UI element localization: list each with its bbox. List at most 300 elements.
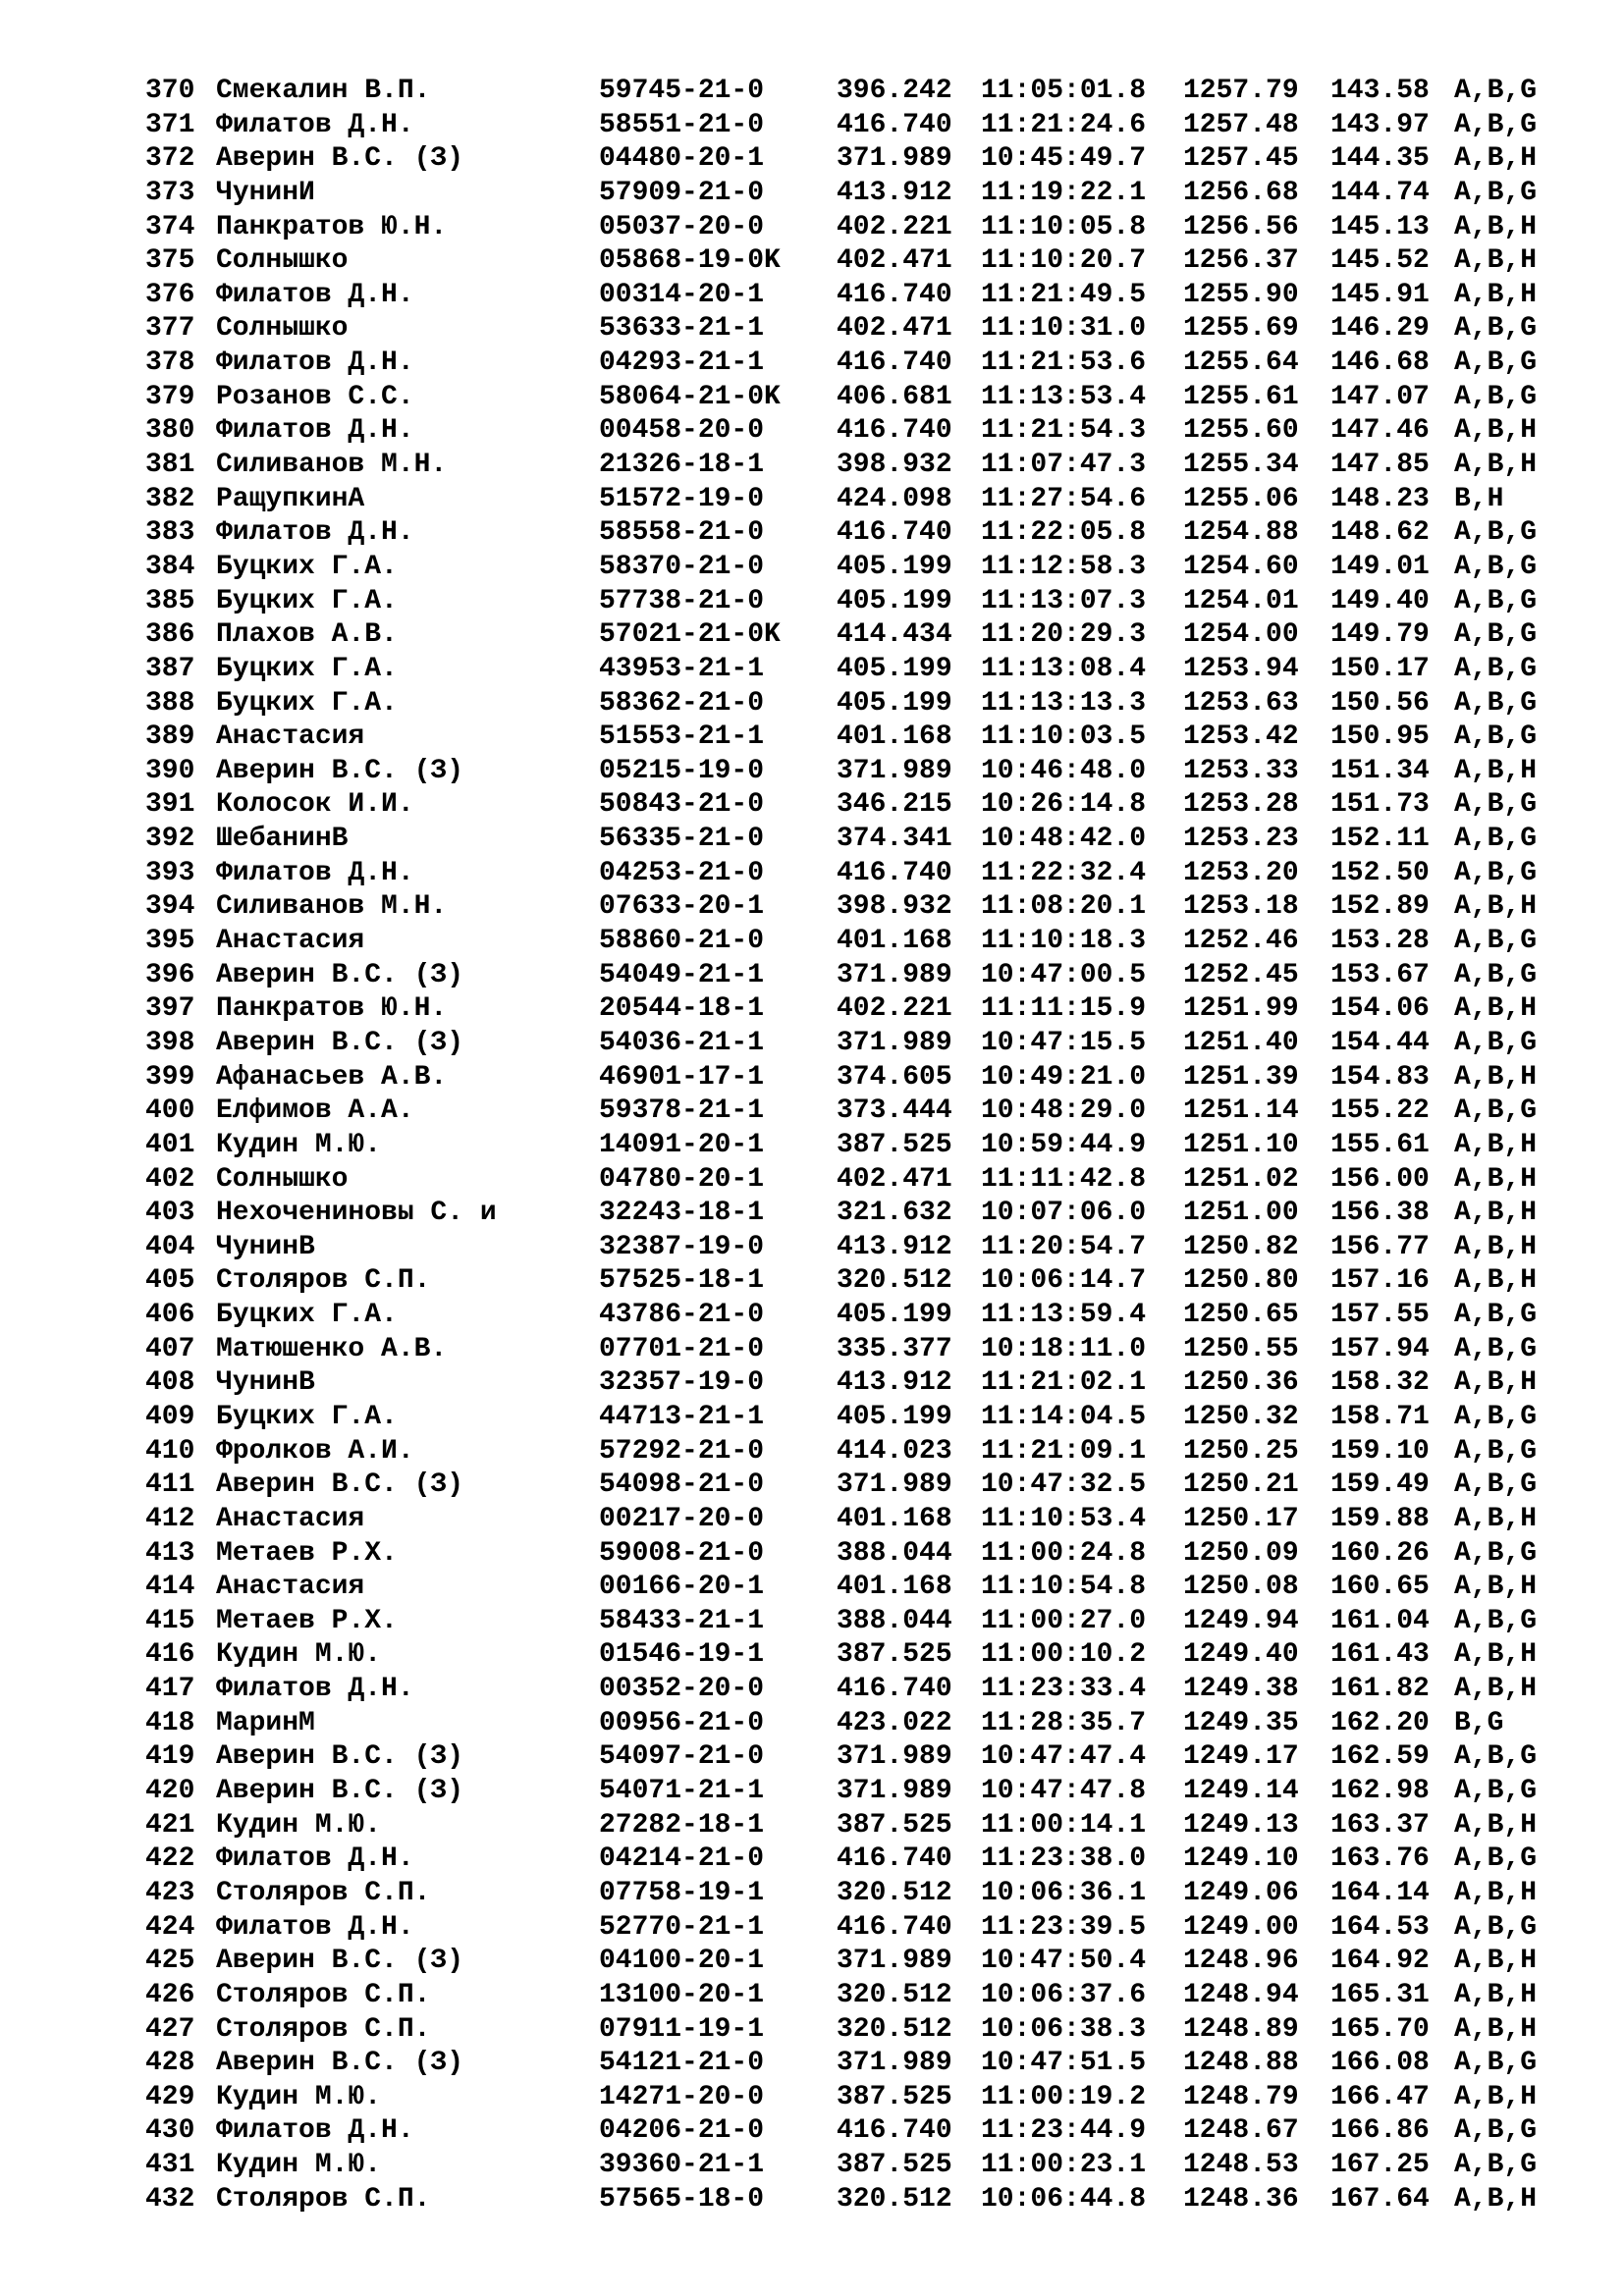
table-row xyxy=(145,1061,1537,1095)
speed-cell: 1251.02 xyxy=(1183,1163,1299,1195)
speed-cell: 1249.00 xyxy=(1183,1911,1299,1943)
speed-cell: 1255.34 xyxy=(1183,450,1299,481)
ring-id-cell: 04480-20-1 xyxy=(599,143,765,175)
speed-cell: 1256.37 xyxy=(1183,245,1299,277)
categories-cell: A,B,G xyxy=(1454,1435,1538,1467)
table-row xyxy=(145,1264,1537,1299)
arrival-time-cell: 11:13:53.4 xyxy=(981,381,1147,412)
coefficient-cell: 162.20 xyxy=(1330,1707,1430,1738)
table-row xyxy=(145,1537,1537,1572)
rank-cell: 379 xyxy=(145,381,195,412)
table-row xyxy=(145,890,1537,925)
distance-cell: 416.740 xyxy=(837,1911,952,1943)
arrival-time-cell: 11:11:15.9 xyxy=(981,993,1147,1025)
speed-cell: 1250.55 xyxy=(1183,1333,1299,1364)
participant-name-cell: Филатов Д.Н. xyxy=(216,2115,414,2147)
table-row xyxy=(145,1877,1537,1911)
categories-cell: A,B,H xyxy=(1454,1979,1538,2010)
categories-cell: A,B,H xyxy=(1454,1572,1538,1603)
coefficient-cell: 158.32 xyxy=(1330,1367,1430,1399)
arrival-time-cell: 10:59:44.9 xyxy=(981,1129,1147,1160)
categories-cell: A,B,G xyxy=(1454,1911,1538,1943)
arrival-time-cell: 11:19:22.1 xyxy=(981,177,1147,208)
participant-name-cell: Филатов Д.Н. xyxy=(216,347,414,379)
ring-id-cell: 05215-19-0 xyxy=(599,755,765,786)
categories-cell: A,B,G xyxy=(1454,789,1538,821)
categories-cell: A,B,H xyxy=(1454,1367,1538,1399)
speed-cell: 1253.28 xyxy=(1183,789,1299,821)
arrival-time-cell: 11:21:49.5 xyxy=(981,279,1147,310)
rank-cell: 394 xyxy=(145,891,195,923)
table-row xyxy=(145,211,1537,245)
rank-cell: 413 xyxy=(145,1537,195,1569)
speed-cell: 1249.40 xyxy=(1183,1639,1299,1671)
speed-cell: 1249.06 xyxy=(1183,1877,1299,1908)
speed-cell: 1256.56 xyxy=(1183,211,1299,242)
arrival-time-cell: 11:21:02.1 xyxy=(981,1367,1147,1399)
participant-name-cell: Кудин М.Ю. xyxy=(216,1129,382,1160)
arrival-time-cell: 11:00:27.0 xyxy=(981,1605,1147,1636)
table-row xyxy=(145,1740,1537,1775)
participant-name-cell: Анастасия xyxy=(216,926,365,957)
table-row xyxy=(145,959,1537,993)
ring-id-cell: 57909-21-0 xyxy=(599,177,765,208)
distance-cell: 320.512 xyxy=(837,1979,952,2010)
distance-cell: 423.022 xyxy=(837,1707,952,1738)
categories-cell: A,B,G xyxy=(1454,1537,1538,1569)
participant-name-cell: РащупкинА xyxy=(216,483,365,514)
rank-cell: 430 xyxy=(145,2115,195,2147)
coefficient-cell: 167.64 xyxy=(1330,2183,1430,2215)
ring-id-cell: 52770-21-1 xyxy=(599,1911,765,1943)
coefficient-cell: 155.61 xyxy=(1330,1129,1430,1160)
speed-cell: 1248.88 xyxy=(1183,2048,1299,2079)
distance-cell: 371.989 xyxy=(837,959,952,990)
participant-name-cell: Кудин М.Ю. xyxy=(216,2150,382,2181)
rank-cell: 389 xyxy=(145,721,195,753)
distance-cell: 402.471 xyxy=(837,313,952,345)
table-row xyxy=(145,1911,1537,1946)
categories-cell: A,B,G xyxy=(1454,653,1538,684)
coefficient-cell: 143.97 xyxy=(1330,109,1430,140)
participant-name-cell: Нехочениновы С. и xyxy=(216,1198,497,1229)
rank-cell: 384 xyxy=(145,551,195,582)
coefficient-cell: 166.08 xyxy=(1330,2048,1430,2079)
rank-cell: 410 xyxy=(145,1435,195,1467)
arrival-time-cell: 11:10:53.4 xyxy=(981,1503,1147,1534)
arrival-time-cell: 11:20:29.3 xyxy=(981,619,1147,651)
distance-cell: 416.740 xyxy=(837,517,952,549)
rank-cell: 411 xyxy=(145,1469,195,1501)
distance-cell: 387.525 xyxy=(837,1129,952,1160)
table-row xyxy=(145,347,1537,381)
speed-cell: 1253.63 xyxy=(1183,687,1299,719)
participant-name-cell: Розанов С.С. xyxy=(216,381,414,412)
rank-cell: 426 xyxy=(145,1979,195,2010)
ring-id-cell: 53633-21-1 xyxy=(599,313,765,345)
arrival-time-cell: 11:23:39.5 xyxy=(981,1911,1147,1943)
categories-cell: A,B,G xyxy=(1454,824,1538,855)
rank-cell: 422 xyxy=(145,1843,195,1875)
table-row xyxy=(145,1605,1537,1639)
coefficient-cell: 152.89 xyxy=(1330,891,1430,923)
participant-name-cell: Метаев Р.Х. xyxy=(216,1605,398,1636)
categories-cell: A,B,G xyxy=(1454,2048,1538,2079)
rank-cell: 424 xyxy=(145,1911,195,1943)
categories-cell: A,B,G xyxy=(1454,1333,1538,1364)
distance-cell: 413.912 xyxy=(837,1367,952,1399)
table-row xyxy=(145,2114,1537,2149)
ring-id-cell: 57565-18-0 xyxy=(599,2183,765,2215)
categories-cell: A,B,G xyxy=(1454,687,1538,719)
table-row xyxy=(145,1809,1537,1843)
speed-cell: 1249.35 xyxy=(1183,1707,1299,1738)
categories-cell: A,B,G xyxy=(1454,857,1538,888)
categories-cell: B,H xyxy=(1454,483,1504,514)
arrival-time-cell: 11:10:31.0 xyxy=(981,313,1147,345)
table-row xyxy=(145,2047,1537,2081)
categories-cell: A,B,G xyxy=(1454,926,1538,957)
speed-cell: 1255.90 xyxy=(1183,279,1299,310)
distance-cell: 405.199 xyxy=(837,653,952,684)
distance-cell: 371.989 xyxy=(837,1741,952,1773)
rank-cell: 373 xyxy=(145,177,195,208)
categories-cell: A,B,G xyxy=(1454,619,1538,651)
ring-id-cell: 00217-20-0 xyxy=(599,1503,765,1534)
rank-cell: 429 xyxy=(145,2081,195,2112)
table-row xyxy=(145,1163,1537,1198)
coefficient-cell: 150.56 xyxy=(1330,687,1430,719)
ring-id-cell: 54098-21-0 xyxy=(599,1469,765,1501)
ring-id-cell: 32357-19-0 xyxy=(599,1367,765,1399)
distance-cell: 401.168 xyxy=(837,926,952,957)
rank-cell: 416 xyxy=(145,1639,195,1671)
table-row xyxy=(145,721,1537,755)
speed-cell: 1250.32 xyxy=(1183,1401,1299,1432)
ring-id-cell: 58064-21-0K xyxy=(599,381,781,412)
participant-name-cell: Буцких Г.А. xyxy=(216,653,398,684)
categories-cell: A,B,H xyxy=(1454,1061,1538,1093)
table-row xyxy=(145,653,1537,687)
table-row xyxy=(145,687,1537,721)
speed-cell: 1250.65 xyxy=(1183,1300,1299,1331)
table-row xyxy=(145,1842,1537,1877)
table-row xyxy=(145,2013,1537,2048)
speed-cell: 1255.60 xyxy=(1183,415,1299,447)
speed-cell: 1251.10 xyxy=(1183,1129,1299,1160)
ring-id-cell: 14271-20-0 xyxy=(599,2081,765,2112)
distance-cell: 387.525 xyxy=(837,2150,952,2181)
rank-cell: 390 xyxy=(145,755,195,786)
ring-id-cell: 56335-21-0 xyxy=(599,824,765,855)
ring-id-cell: 57292-21-0 xyxy=(599,1435,765,1467)
coefficient-cell: 148.62 xyxy=(1330,517,1430,549)
arrival-time-cell: 11:21:54.3 xyxy=(981,415,1147,447)
coefficient-cell: 146.29 xyxy=(1330,313,1430,345)
categories-cell: A,B,H xyxy=(1454,2183,1538,2215)
arrival-time-cell: 11:22:05.8 xyxy=(981,517,1147,549)
distance-cell: 405.199 xyxy=(837,687,952,719)
categories-cell: A,B,G xyxy=(1454,347,1538,379)
arrival-time-cell: 11:10:20.7 xyxy=(981,245,1147,277)
distance-cell: 321.632 xyxy=(837,1198,952,1229)
participant-name-cell: Аверин В.С. (З) xyxy=(216,143,464,175)
categories-cell: A,B,G xyxy=(1454,1300,1538,1331)
categories-cell: A,B,G xyxy=(1454,959,1538,990)
rank-cell: 386 xyxy=(145,619,195,651)
coefficient-cell: 144.35 xyxy=(1330,143,1430,175)
table-row xyxy=(145,516,1537,551)
participant-name-cell: Столяров С.П. xyxy=(216,1979,431,2010)
distance-cell: 346.215 xyxy=(837,789,952,821)
arrival-time-cell: 11:05:01.8 xyxy=(981,76,1147,106)
speed-cell: 1250.09 xyxy=(1183,1537,1299,1569)
ring-id-cell: 32387-19-0 xyxy=(599,1231,765,1262)
arrival-time-cell: 10:06:37.6 xyxy=(981,1979,1147,2010)
distance-cell: 374.341 xyxy=(837,824,952,855)
rank-cell: 412 xyxy=(145,1503,195,1534)
rank-cell: 409 xyxy=(145,1401,195,1432)
categories-cell: A,B,H xyxy=(1454,279,1538,310)
rank-cell: 402 xyxy=(145,1163,195,1195)
arrival-time-cell: 10:48:42.0 xyxy=(981,824,1147,855)
speed-cell: 1254.60 xyxy=(1183,551,1299,582)
arrival-time-cell: 11:11:42.8 xyxy=(981,1163,1147,1195)
arrival-time-cell: 10:49:21.0 xyxy=(981,1061,1147,1093)
distance-cell: 387.525 xyxy=(837,2081,952,2112)
rank-cell: 381 xyxy=(145,450,195,481)
participant-name-cell: Силиванов М.Н. xyxy=(216,891,448,923)
ring-id-cell: 43953-21-1 xyxy=(599,653,765,684)
ring-id-cell: 50843-21-0 xyxy=(599,789,765,821)
coefficient-cell: 145.52 xyxy=(1330,245,1430,277)
arrival-time-cell: 10:06:38.3 xyxy=(981,2013,1147,2045)
distance-cell: 402.221 xyxy=(837,993,952,1025)
rank-cell: 383 xyxy=(145,517,195,549)
speed-cell: 1249.10 xyxy=(1183,1843,1299,1875)
ring-id-cell: 54071-21-1 xyxy=(599,1776,765,1807)
ring-id-cell: 54049-21-1 xyxy=(599,959,765,990)
speed-cell: 1250.82 xyxy=(1183,1231,1299,1262)
ring-id-cell: 58370-21-0 xyxy=(599,551,765,582)
distance-cell: 416.740 xyxy=(837,279,952,310)
participant-name-cell: Филатов Д.Н. xyxy=(216,279,414,310)
ring-id-cell: 44713-21-1 xyxy=(599,1401,765,1432)
ring-id-cell: 05037-20-0 xyxy=(599,211,765,242)
distance-cell: 402.471 xyxy=(837,1163,952,1195)
participant-name-cell: Филатов Д.Н. xyxy=(216,857,414,888)
coefficient-cell: 162.59 xyxy=(1330,1741,1430,1773)
arrival-time-cell: 11:13:13.3 xyxy=(981,687,1147,719)
ring-id-cell: 04214-21-0 xyxy=(599,1843,765,1875)
distance-cell: 320.512 xyxy=(837,2183,952,2215)
participant-name-cell: Метаев Р.Х. xyxy=(216,1537,398,1569)
participant-name-cell: ЧунинВ xyxy=(216,1367,315,1399)
table-row xyxy=(145,857,1537,891)
categories-cell: A,B,G xyxy=(1454,381,1538,412)
arrival-time-cell: 11:13:59.4 xyxy=(981,1300,1147,1331)
coefficient-cell: 159.49 xyxy=(1330,1469,1430,1501)
arrival-time-cell: 11:13:08.4 xyxy=(981,653,1147,684)
categories-cell: A,B,H xyxy=(1454,755,1538,786)
distance-cell: 388.044 xyxy=(837,1605,952,1636)
arrival-time-cell: 11:08:20.1 xyxy=(981,891,1147,923)
table-row xyxy=(145,823,1537,857)
arrival-time-cell: 10:47:00.5 xyxy=(981,959,1147,990)
speed-cell: 1248.36 xyxy=(1183,2183,1299,2215)
categories-cell: A,B,G xyxy=(1454,177,1538,208)
speed-cell: 1248.67 xyxy=(1183,2115,1299,2147)
speed-cell: 1253.33 xyxy=(1183,755,1299,786)
categories-cell: A,B,H xyxy=(1454,143,1538,175)
participant-name-cell: Смекалин В.П. xyxy=(216,76,431,106)
participant-name-cell: Буцких Г.А. xyxy=(216,1300,398,1331)
participant-name-cell: Матюшенко А.В. xyxy=(216,1333,448,1364)
arrival-time-cell: 10:47:32.5 xyxy=(981,1469,1147,1501)
participant-name-cell: ЧунинИ xyxy=(216,177,315,208)
ring-id-cell: 07758-19-1 xyxy=(599,1877,765,1908)
coefficient-cell: 157.55 xyxy=(1330,1300,1430,1331)
rank-cell: 387 xyxy=(145,653,195,684)
ring-id-cell: 05868-19-0K xyxy=(599,245,781,277)
participant-name-cell: Аверин В.С. (З) xyxy=(216,959,464,990)
categories-cell: A,B,H xyxy=(1454,2081,1538,2112)
ring-id-cell: 58433-21-1 xyxy=(599,1605,765,1636)
table-row xyxy=(145,142,1537,177)
rank-cell: 395 xyxy=(145,926,195,957)
categories-cell: A,B,H xyxy=(1454,245,1538,277)
ring-id-cell: 27282-18-1 xyxy=(599,1809,765,1841)
ring-id-cell: 04780-20-1 xyxy=(599,1163,765,1195)
rank-cell: 420 xyxy=(145,1776,195,1807)
speed-cell: 1250.80 xyxy=(1183,1265,1299,1297)
coefficient-cell: 152.11 xyxy=(1330,824,1430,855)
coefficient-cell: 150.17 xyxy=(1330,653,1430,684)
arrival-time-cell: 11:10:05.8 xyxy=(981,211,1147,242)
categories-cell: A,B,H xyxy=(1454,415,1538,447)
coefficient-cell: 164.53 xyxy=(1330,1911,1430,1943)
participant-name-cell: Буцких Г.А. xyxy=(216,585,398,616)
arrival-time-cell: 10:07:06.0 xyxy=(981,1198,1147,1229)
arrival-time-cell: 10:47:50.4 xyxy=(981,1946,1147,1977)
participant-name-cell: Филатов Д.Н. xyxy=(216,109,414,140)
arrival-time-cell: 11:00:14.1 xyxy=(981,1809,1147,1841)
arrival-time-cell: 10:06:36.1 xyxy=(981,1877,1147,1908)
participant-name-cell: Колосок И.И. xyxy=(216,789,414,821)
distance-cell: 387.525 xyxy=(837,1809,952,1841)
table-row xyxy=(145,618,1537,653)
coefficient-cell: 145.13 xyxy=(1330,211,1430,242)
speed-cell: 1257.45 xyxy=(1183,143,1299,175)
categories-cell: A,B,H xyxy=(1454,2013,1538,2045)
table-row xyxy=(145,2183,1537,2217)
coefficient-cell: 148.23 xyxy=(1330,483,1430,514)
speed-cell: 1253.18 xyxy=(1183,891,1299,923)
coefficient-cell: 164.92 xyxy=(1330,1946,1430,1977)
table-row xyxy=(145,585,1537,619)
speed-cell: 1250.21 xyxy=(1183,1469,1299,1501)
arrival-time-cell: 10:48:29.0 xyxy=(981,1095,1147,1127)
participant-name-cell: Аверин В.С. (З) xyxy=(216,1776,464,1807)
distance-cell: 401.168 xyxy=(837,1503,952,1534)
categories-cell: A,B,H xyxy=(1454,891,1538,923)
table-row xyxy=(145,1333,1537,1367)
categories-cell: A,B,G xyxy=(1454,1027,1538,1058)
coefficient-cell: 166.47 xyxy=(1330,2081,1430,2112)
participant-name-cell: МаринМ xyxy=(216,1707,315,1738)
categories-cell: A,B,G xyxy=(1454,1605,1538,1636)
table-row xyxy=(145,449,1537,483)
arrival-time-cell: 11:23:44.9 xyxy=(981,2115,1147,2147)
participant-name-cell: Филатов Д.Н. xyxy=(216,517,414,549)
participant-name-cell: Филатов Д.Н. xyxy=(216,1674,414,1705)
coefficient-cell: 160.26 xyxy=(1330,1537,1430,1569)
ring-id-cell: 00314-20-1 xyxy=(599,279,765,310)
coefficient-cell: 154.83 xyxy=(1330,1061,1430,1093)
ring-id-cell: 54097-21-0 xyxy=(599,1741,765,1773)
categories-cell: A,B,H xyxy=(1454,450,1538,481)
coefficient-cell: 158.71 xyxy=(1330,1401,1430,1432)
distance-cell: 414.023 xyxy=(837,1435,952,1467)
table-row xyxy=(145,1673,1537,1707)
rank-cell: 377 xyxy=(145,313,195,345)
coefficient-cell: 156.77 xyxy=(1330,1231,1430,1262)
categories-cell: A,B,G xyxy=(1454,1843,1538,1875)
coefficient-cell: 156.00 xyxy=(1330,1163,1430,1195)
distance-cell: 371.989 xyxy=(837,1027,952,1058)
distance-cell: 371.989 xyxy=(837,1776,952,1807)
participant-name-cell: Столяров С.П. xyxy=(216,1265,431,1297)
rank-cell: 396 xyxy=(145,959,195,990)
distance-cell: 402.471 xyxy=(837,245,952,277)
coefficient-cell: 153.28 xyxy=(1330,926,1430,957)
ring-id-cell: 58558-21-0 xyxy=(599,517,765,549)
coefficient-cell: 147.07 xyxy=(1330,381,1430,412)
participant-name-cell: Силиванов М.Н. xyxy=(216,450,448,481)
categories-cell: A,B,H xyxy=(1454,1198,1538,1229)
participant-name-cell: Солнышко xyxy=(216,313,349,345)
distance-cell: 416.740 xyxy=(837,2115,952,2147)
arrival-time-cell: 11:14:04.5 xyxy=(981,1401,1147,1432)
table-row xyxy=(145,1435,1537,1469)
coefficient-cell: 149.79 xyxy=(1330,619,1430,651)
coefficient-cell: 160.65 xyxy=(1330,1572,1430,1603)
categories-cell: A,B,G xyxy=(1454,313,1538,345)
participant-name-cell: Панкратов Ю.Н. xyxy=(216,211,448,242)
speed-cell: 1251.39 xyxy=(1183,1061,1299,1093)
table-row xyxy=(145,1571,1537,1605)
ring-id-cell: 59378-21-1 xyxy=(599,1095,765,1127)
coefficient-cell: 155.22 xyxy=(1330,1095,1430,1127)
arrival-time-cell: 11:28:35.7 xyxy=(981,1707,1147,1738)
coefficient-cell: 156.38 xyxy=(1330,1198,1430,1229)
distance-cell: 371.989 xyxy=(837,755,952,786)
speed-cell: 1255.61 xyxy=(1183,381,1299,412)
participant-name-cell: Кудин М.Ю. xyxy=(216,1639,382,1671)
coefficient-cell: 150.95 xyxy=(1330,721,1430,753)
rank-cell: 428 xyxy=(145,2048,195,2079)
speed-cell: 1248.53 xyxy=(1183,2150,1299,2181)
rank-cell: 370 xyxy=(145,76,195,106)
arrival-time-cell: 11:23:38.0 xyxy=(981,1843,1147,1875)
categories-cell: A,B,G xyxy=(1454,551,1538,582)
rank-cell: 392 xyxy=(145,824,195,855)
table-row xyxy=(145,1027,1537,1061)
results-table xyxy=(145,75,1537,2216)
distance-cell: 401.168 xyxy=(837,721,952,753)
ring-id-cell: 57525-18-1 xyxy=(599,1265,765,1297)
distance-cell: 405.199 xyxy=(837,551,952,582)
